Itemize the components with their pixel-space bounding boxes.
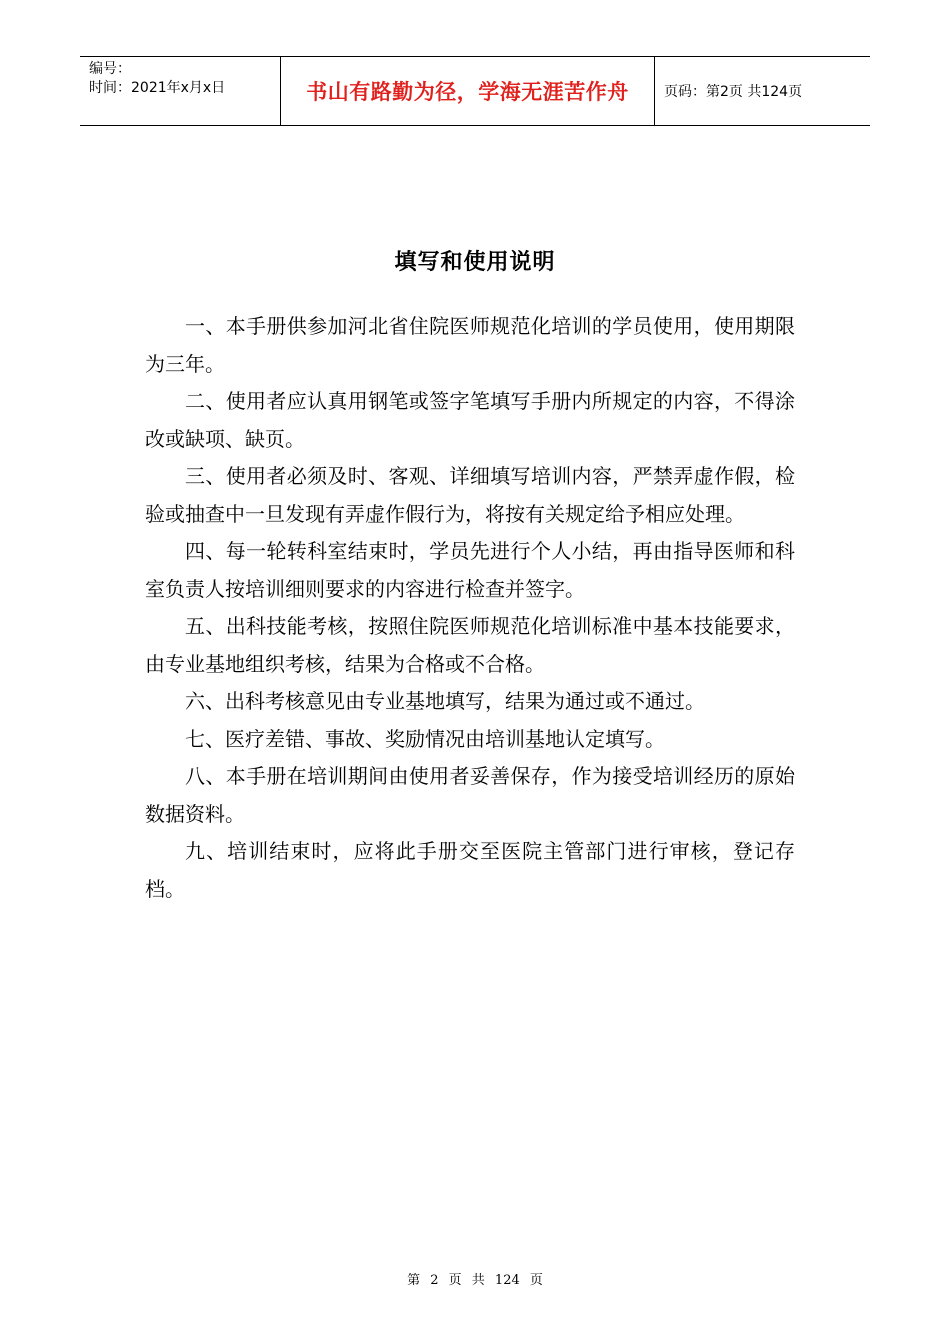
page-info: 页码：第2页 共124页 <box>664 84 803 100</box>
motto-text: 书山有路勤为径，学海无涯苦作舟 <box>306 80 629 104</box>
paragraph: 一、本手册供参加河北省住院医师规范化培训的学员使用，使用期限为三年。 <box>145 314 795 376</box>
paragraph: 三、使用者必须及时、客观、详细填写培训内容，严禁弄虚作假，检验或抽查中一旦发现有弄虚作假行为，将按有关规定给予相应处理。 <box>145 464 795 526</box>
page-footer: 第 2 页 共 124 页 <box>407 1273 543 1288</box>
page-header <box>80 56 870 126</box>
instructions-body <box>145 308 795 908</box>
paragraph: 八、本手册在培训期间由使用者妥善保存，作为接受培训经历的原始数据资料。 <box>145 764 795 826</box>
paragraph: 四、每一轮转科室结束时，学员先进行个人小结，再由指导医师和科室负责人按培训细则要求的内容进行检查并签字。 <box>145 539 795 601</box>
header-page-info-cell <box>655 57 870 125</box>
paragraph: 六、出科考核意见由专业基地填写，结果为通过或不通过。 <box>185 689 705 713</box>
paragraph: 五、出科技能考核，按照住院医师规范化培训标准中基本技能要求，由专业基地组织考核，结果为合格或不合格。 <box>145 614 795 676</box>
header-meta <box>80 57 281 125</box>
page-title: 填写和使用说明 <box>394 250 556 275</box>
header-motto-cell <box>281 57 655 125</box>
paragraph: 九、培训结束时，应将此手册交至医院主管部门进行审核，登记存档。 <box>145 839 795 901</box>
serial-number-label: 编号： <box>89 61 131 77</box>
date-line: 时间：2021年x月x日 <box>89 80 226 96</box>
paragraph: 二、使用者应认真用钢笔或签字笔填写手册内所规定的内容，不得涂改或缺项、缺页。 <box>145 389 795 451</box>
paragraph: 七、医疗差错、事故、奖励情况由培训基地认定填写。 <box>185 726 665 751</box>
